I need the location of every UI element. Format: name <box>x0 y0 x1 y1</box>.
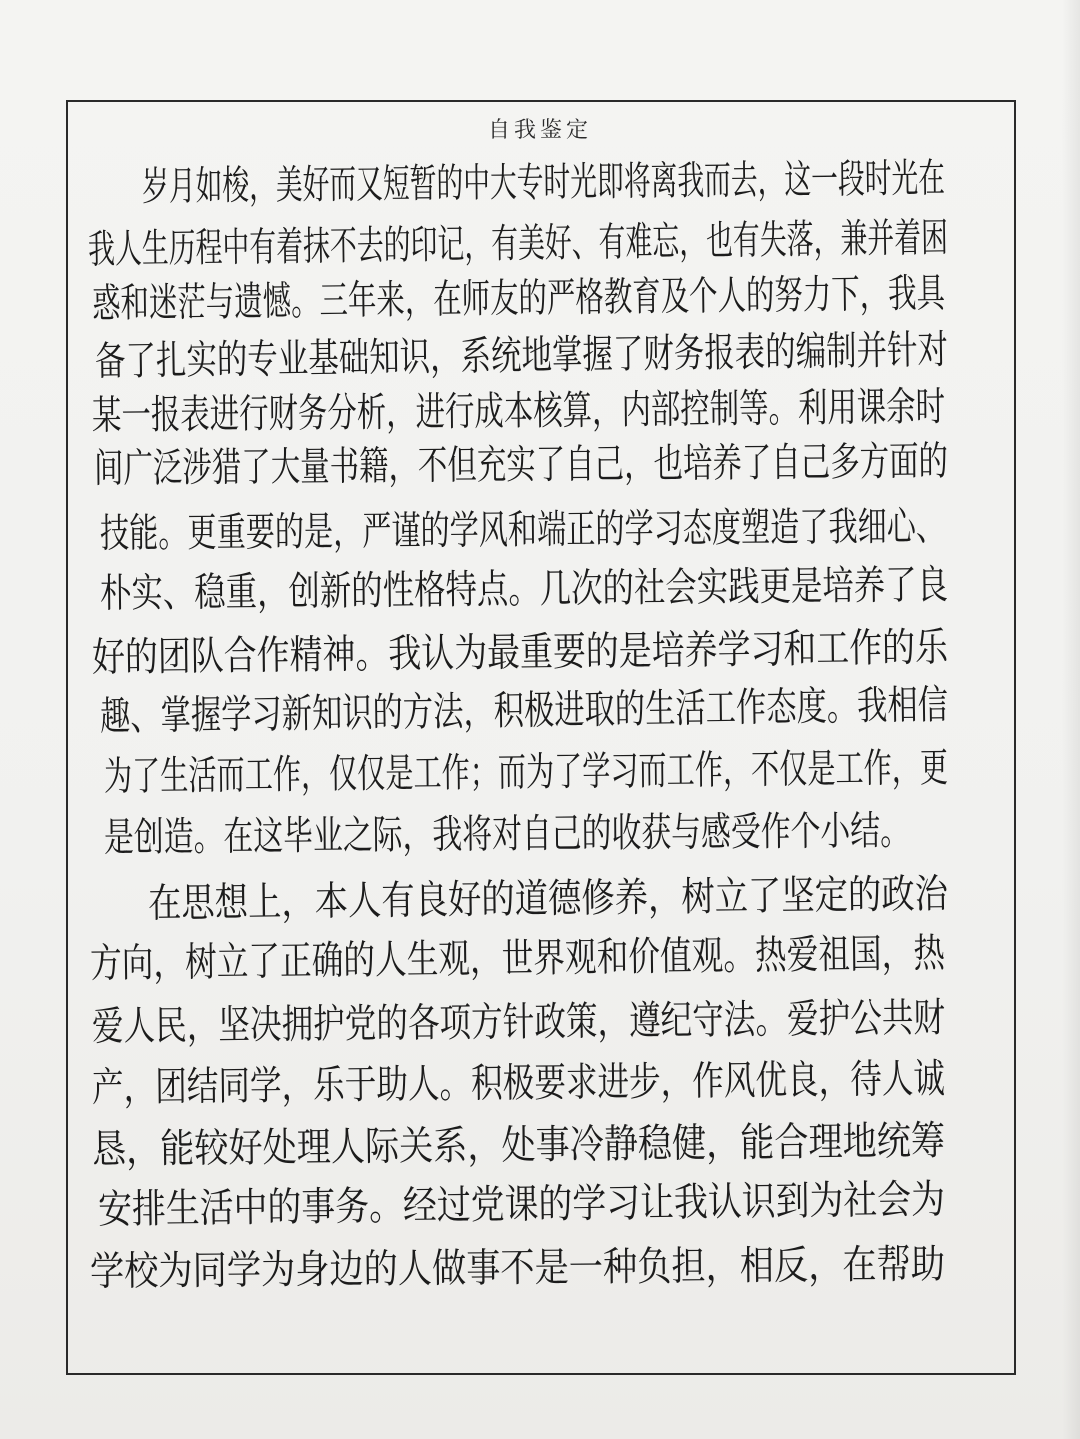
handwritten-line: 我人生历程中有着抹不去的印记，有美好、有难忘，也有失落，兼并着困 <box>87 214 949 273</box>
handwritten-line: 备了扎实的专业基础知识，系统地掌握了财务报表的编制并针对 <box>94 327 949 385</box>
document-title: 自我鉴定 <box>487 118 592 143</box>
handwritten-line: 在思想上，本人有良好的道德修养，树立了坚定的政治 <box>147 871 949 927</box>
handwritten-line: 爱人民，坚决拥护党的各项方针政策，遵纪守法。爱护公共财 <box>91 995 946 1050</box>
handwritten-line: 为了生活而工作，仅仅是工作；而为了学习而工作，不仅是工作，更 <box>103 745 949 800</box>
handwritten-line: 技能。更重要的是，严谨的学风和端正的学习态度塑造了我细心、 <box>99 503 946 557</box>
handwritten-line: 某一报表进行财务分析，进行成本核算，内部控制等。利用课余时 <box>91 384 946 439</box>
handwritten-line: 惑和迷茫与遗憾。三年来，在师友的严格教育及个人的努力下，我具 <box>91 270 946 327</box>
handwritten-line: 朴实、稳重，创新的性格特点。几次的社会实践更是培养了良 <box>99 562 949 617</box>
page-edge-shadow <box>1062 0 1080 1439</box>
handwritten-line: 是创造。在这毕业之际，我将对自己的收获与感受作个小结。 <box>103 807 911 861</box>
handwritten-line: 产，团结同学，乐于助人。积极要求进步，作风优良，待人诚 <box>91 1056 946 1111</box>
handwritten-line: 学校为同学为身边的人做事不是一种负担，相反，在帮助 <box>89 1241 946 1295</box>
handwritten-line: 恳，能较好处理人际关系，处事冷静稳健，能合理地统筹 <box>91 1118 946 1173</box>
handwritten-line: 间广泛涉猎了大量书籍，不但充实了自己，也培养了自己多方面的 <box>93 438 949 492</box>
handwritten-line: 方向，树立了正确的人生观，世界观和价值观。热爱祖国，热 <box>89 930 946 987</box>
handwritten-line: 岁月如梭，美好而又短暂的中大专时光即将离我而去，这一段时光在 <box>141 155 946 210</box>
handwritten-line: 趣、掌握学习新知识的方法，积极进取的生活工作态度。我相信 <box>99 682 949 740</box>
handwritten-line: 好的团队合作精神。我认为最重要的是培养学习和工作的乐 <box>91 624 949 681</box>
handwritten-line: 安排生活中的事务。经过党课的学习让我认识到为社会为 <box>97 1176 946 1233</box>
